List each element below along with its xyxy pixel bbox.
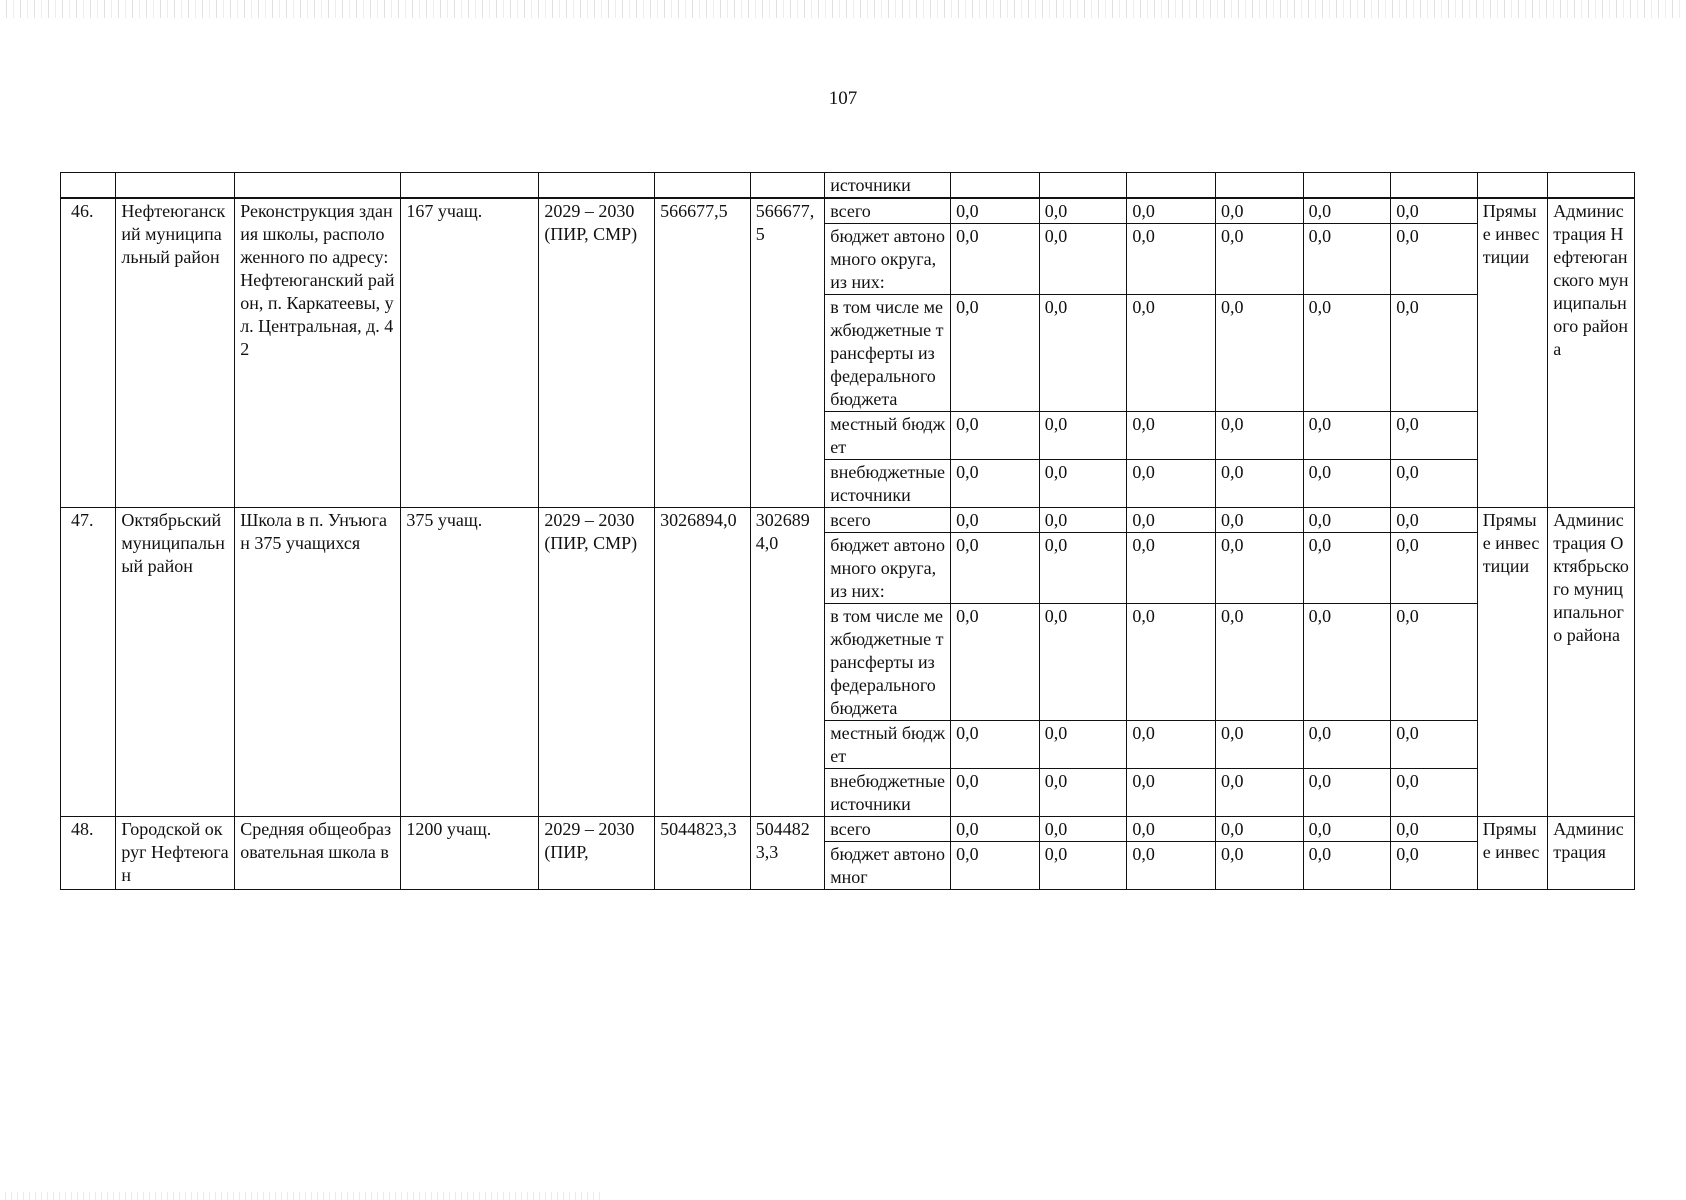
empty-cell (1303, 173, 1391, 199)
value-cell: 0,0 (1391, 842, 1478, 890)
value-cell: 0,0 (1215, 460, 1303, 508)
empty-cell (539, 173, 655, 199)
table-row (61, 508, 1635, 533)
table-row (61, 817, 1635, 842)
value-cell: 0,0 (1303, 533, 1391, 604)
value-cell: 0,0 (1303, 769, 1391, 817)
value-cell: 0,0 (1039, 842, 1127, 890)
value-cell: 0,0 (951, 769, 1040, 817)
row-number: 46. (61, 198, 116, 508)
value-cell: 0,0 (1039, 198, 1127, 224)
empty-cell (750, 173, 825, 199)
value-cell: 0,0 (951, 295, 1040, 412)
value-cell: 0,0 (1215, 769, 1303, 817)
value-cell: 0,0 (1039, 533, 1127, 604)
value-cell: 0,0 (1039, 769, 1127, 817)
empty-cell (61, 173, 116, 199)
value-cell: 0,0 (1127, 817, 1216, 842)
value-cell: 0,0 (1215, 533, 1303, 604)
value-cell: 0,0 (1127, 460, 1216, 508)
row-number: 47. (61, 508, 116, 817)
value-cell: 0,0 (1215, 721, 1303, 769)
capacity: 1200 учащ. (401, 817, 539, 890)
value-cell: 0,0 (1303, 817, 1391, 842)
value-cell: 0,0 (1391, 533, 1478, 604)
value-cell: 0,0 (1215, 295, 1303, 412)
value-cell: 0,0 (951, 412, 1040, 460)
object-name: Средняя общеобразовательная школа в (235, 817, 401, 890)
page-number: 107 (828, 88, 858, 109)
empty-cell (1039, 173, 1127, 199)
value-cell: 0,0 (1391, 460, 1478, 508)
value-cell: 0,0 (1391, 508, 1478, 533)
value-cell: 0,0 (1215, 198, 1303, 224)
value-cell: 0,0 (1127, 842, 1216, 890)
value-cell: 0,0 (1303, 842, 1391, 890)
source-label: бюджет автономного округа, из них: (825, 533, 951, 604)
value-cell: 0,0 (1215, 817, 1303, 842)
municipality: Октябрьский муниципальный район (116, 508, 235, 817)
source-label: внебюджетные источники (825, 460, 951, 508)
value-cell: 0,0 (1391, 198, 1478, 224)
value-cell: 0,0 (1391, 817, 1478, 842)
source-label: внебюджетные источники (825, 769, 951, 817)
table-row (61, 198, 1635, 224)
period: 2029 – 2030 (ПИР, СМР) (539, 508, 655, 817)
value-cell: 0,0 (951, 533, 1040, 604)
empty-cell (951, 173, 1040, 199)
value-cell: 0,0 (951, 842, 1040, 890)
value-cell: 0,0 (1215, 842, 1303, 890)
continuation-row (61, 173, 1635, 199)
empty-cell (1548, 173, 1635, 199)
value-cell: 0,0 (1127, 604, 1216, 721)
source-label: местный бюджет (825, 721, 951, 769)
executor: Администрация (1548, 817, 1635, 890)
table-body (61, 173, 1635, 890)
empty-cell (1127, 173, 1216, 199)
value-cell: 0,0 (1039, 412, 1127, 460)
value-cell: 0,0 (951, 604, 1040, 721)
empty-cell (235, 173, 401, 199)
value-cell: 0,0 (951, 460, 1040, 508)
source-label: в том числе межбюджетные трансферты из федерального бюджета (825, 295, 951, 412)
value-cell: 0,0 (1039, 508, 1127, 533)
value-cell: 0,0 (1303, 198, 1391, 224)
remaining-cost: 5044823,3 (750, 817, 825, 890)
value-cell: 0,0 (951, 508, 1040, 533)
value-cell: 0,0 (1391, 721, 1478, 769)
source-label: местный бюджет (825, 412, 951, 460)
value-cell: 0,0 (951, 817, 1040, 842)
value-cell: 0,0 (1391, 224, 1478, 295)
empty-cell (401, 173, 539, 199)
value-cell: 0,0 (1303, 412, 1391, 460)
row-number: 48. (61, 817, 116, 890)
value-cell: 0,0 (951, 721, 1040, 769)
value-cell: 0,0 (1039, 604, 1127, 721)
value-cell: 0,0 (1215, 224, 1303, 295)
source-label: в том числе межбюджетные трансферты из федерального бюджета (825, 604, 951, 721)
value-cell: 0,0 (1215, 508, 1303, 533)
empty-cell (1215, 173, 1303, 199)
executor: Администрация Нефтеюганского муниципального района (1548, 198, 1635, 508)
source-label: всего (825, 508, 951, 533)
value-cell: 0,0 (1127, 769, 1216, 817)
value-cell: 0,0 (1391, 295, 1478, 412)
value-cell: 0,0 (1303, 721, 1391, 769)
financing-form: Прямые инвес (1477, 817, 1547, 890)
value-cell: 0,0 (1303, 460, 1391, 508)
scan-edge-top (0, 0, 1686, 18)
remaining-cost: 3026894,0 (750, 508, 825, 817)
financing-form: Прямые инвестиции (1477, 508, 1547, 817)
value-cell: 0,0 (1127, 508, 1216, 533)
value-cell: 0,0 (951, 224, 1040, 295)
value-cell: 0,0 (1303, 224, 1391, 295)
executor: Администрация Октябрьского муниципального района (1548, 508, 1635, 817)
remaining-cost: 566677,5 (750, 198, 825, 508)
empty-cell (655, 173, 751, 199)
municipality: Городской округ Нефтеюган (116, 817, 235, 890)
source-label: источники (825, 173, 951, 199)
value-cell: 0,0 (1303, 604, 1391, 721)
value-cell: 0,0 (1127, 412, 1216, 460)
value-cell: 0,0 (1127, 198, 1216, 224)
value-cell: 0,0 (1039, 224, 1127, 295)
value-cell: 0,0 (1215, 412, 1303, 460)
source-label: бюджет автономного округа, из них: (825, 224, 951, 295)
value-cell: 0,0 (1039, 817, 1127, 842)
scan-edge-bottom (0, 1192, 600, 1200)
period: 2029 – 2030 (ПИР, (539, 817, 655, 890)
total-cost: 566677,5 (655, 198, 751, 508)
source-label: всего (825, 198, 951, 224)
value-cell: 0,0 (1127, 533, 1216, 604)
source-label: бюджет автономног (825, 842, 951, 890)
object-name: Школа в п. Унъюган 375 учащихся (235, 508, 401, 817)
total-cost: 3026894,0 (655, 508, 751, 817)
source-label: всего (825, 817, 951, 842)
value-cell: 0,0 (1127, 224, 1216, 295)
period: 2029 – 2030 (ПИР, СМР) (539, 198, 655, 508)
value-cell: 0,0 (1039, 721, 1127, 769)
value-cell: 0,0 (1303, 295, 1391, 412)
value-cell: 0,0 (1039, 295, 1127, 412)
value-cell: 0,0 (951, 198, 1040, 224)
value-cell: 0,0 (1391, 769, 1478, 817)
value-cell: 0,0 (1215, 604, 1303, 721)
object-name: Реконструкция здания школы, расположенного по адресу: Нефтеюганский район, п. Каркатеевы, ул. Центральная, д. 42 (235, 198, 401, 508)
municipality: Нефтеюганский муниципальный район (116, 198, 235, 508)
investment-table (60, 172, 1635, 890)
empty-cell (116, 173, 235, 199)
value-cell: 0,0 (1391, 604, 1478, 721)
total-cost: 5044823,3 (655, 817, 751, 890)
value-cell: 0,0 (1127, 295, 1216, 412)
value-cell: 0,0 (1127, 721, 1216, 769)
value-cell: 0,0 (1039, 460, 1127, 508)
capacity: 167 учащ. (401, 198, 539, 508)
financing-form: Прямые инвестиции (1477, 198, 1547, 508)
empty-cell (1477, 173, 1547, 199)
value-cell: 0,0 (1391, 412, 1478, 460)
capacity: 375 учащ. (401, 508, 539, 817)
empty-cell (1391, 173, 1478, 199)
value-cell: 0,0 (1303, 508, 1391, 533)
